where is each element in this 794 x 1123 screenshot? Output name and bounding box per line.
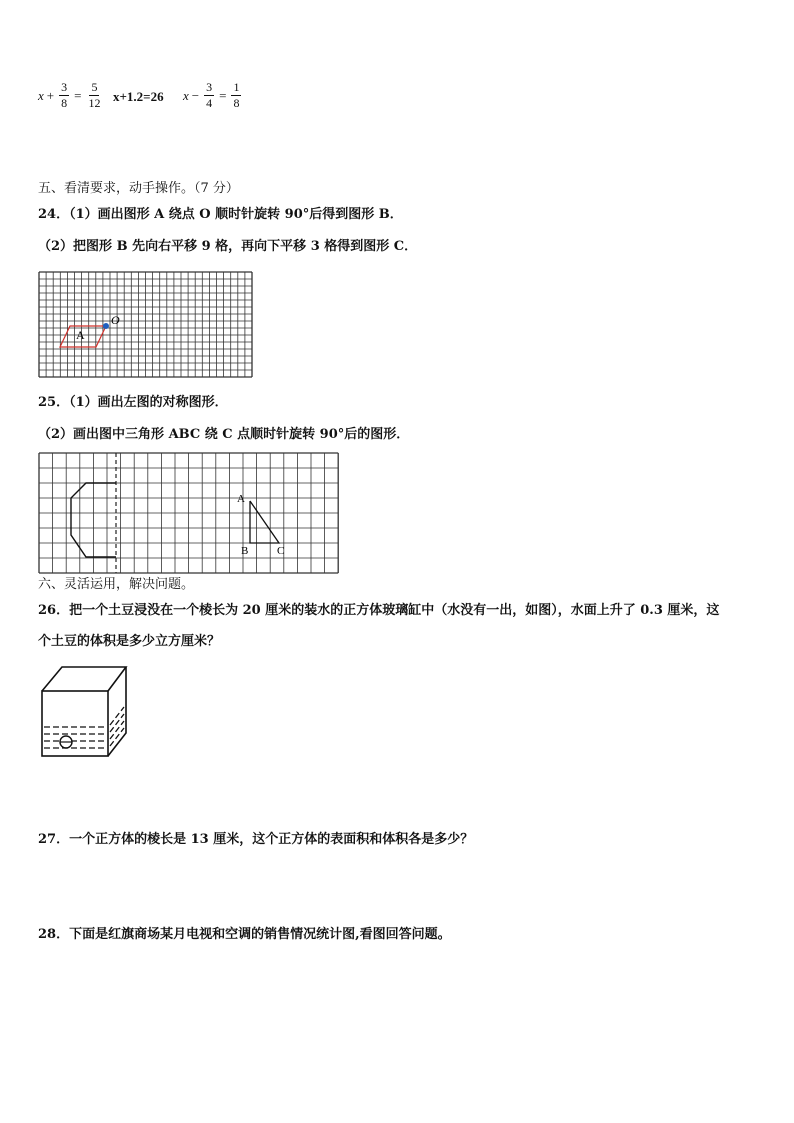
shape-a-label: A bbox=[76, 328, 85, 342]
vertex-b-label: B bbox=[241, 545, 249, 557]
section-6-title: 六、灵活运用，解决问题。 bbox=[38, 577, 195, 592]
tank-front-face bbox=[42, 691, 108, 756]
eq1-denominator-right: 12 bbox=[88, 96, 101, 110]
eq1-equals: = bbox=[74, 87, 82, 103]
q24-part2: （2）把图形 B 先向右平移 9 格，再向下平移 3 格得到图形 C． bbox=[38, 239, 418, 254]
triangle-abc bbox=[250, 501, 279, 543]
q24-grid-lines bbox=[39, 272, 252, 377]
point-o-label: O bbox=[111, 313, 120, 327]
q26-line1: 26．把一个土豆浸没在一个棱长为 20 厘米的装水的正方体玻璃缸中（水没有一出，如图），水面上升了 0.3 厘米，这 bbox=[38, 603, 720, 618]
glass-tank-figure bbox=[40, 663, 130, 760]
section-5-title: 五、看清要求，动手操作。（7 分） bbox=[38, 181, 239, 196]
eq1-fraction-left bbox=[59, 80, 69, 111]
q28-text: 28．下面是红旗商场某月电视和空调的销售情况统计图,看图回答问题。 bbox=[38, 927, 451, 942]
equation-2: x+1.2=26 bbox=[113, 89, 164, 104]
eq1-plus: + bbox=[46, 87, 55, 103]
q24-part1: 24．（1）画出图形 A 绕点 O 顺时针旋转 90°后得到图形 B． bbox=[38, 207, 403, 222]
point-o bbox=[103, 323, 109, 329]
equation-1 bbox=[38, 80, 104, 111]
q26-line2: 个土豆的体积是多少立方厘米？ bbox=[38, 634, 221, 649]
eq1-denominator-left: 8 bbox=[61, 96, 68, 110]
q27-text: 27．一个正方体的棱长是 13 厘米，这个正方体的表面积和体积各是多少？ bbox=[38, 832, 474, 847]
tank-side-face bbox=[108, 667, 126, 756]
water-lines bbox=[44, 707, 124, 748]
vertex-a-label: A bbox=[237, 493, 245, 505]
equation-3 bbox=[183, 80, 243, 111]
q25-part2: （2）画出图中三角形 ABC 绕 C 点顺时针旋转 90°后的图形． bbox=[38, 427, 410, 442]
tank-top-face bbox=[42, 667, 126, 691]
eq1-fraction-right bbox=[86, 80, 102, 111]
q25-part1: 25．（1）画出左图的对称图形． bbox=[38, 395, 228, 410]
q25-grid-figure bbox=[38, 451, 342, 575]
q24-grid-figure bbox=[38, 271, 254, 381]
eq1-variable: x bbox=[38, 87, 44, 103]
eq3-variable: x bbox=[183, 87, 189, 103]
eq3-numerator-left: 3 bbox=[206, 80, 213, 94]
eq3-fraction-left bbox=[204, 80, 214, 111]
eq3-minus: − bbox=[191, 87, 200, 103]
eq3-equals: = bbox=[219, 87, 227, 103]
eq1-numerator-left: 3 bbox=[61, 80, 68, 94]
eq3-numerator-right: 1 bbox=[233, 80, 240, 94]
eq1-numerator-right: 5 bbox=[91, 80, 98, 94]
eq3-denominator-right: 8 bbox=[233, 96, 240, 110]
eq3-denominator-left: 4 bbox=[206, 96, 213, 110]
vertex-c-label: C bbox=[277, 545, 285, 557]
eq3-fraction-right bbox=[231, 80, 241, 111]
